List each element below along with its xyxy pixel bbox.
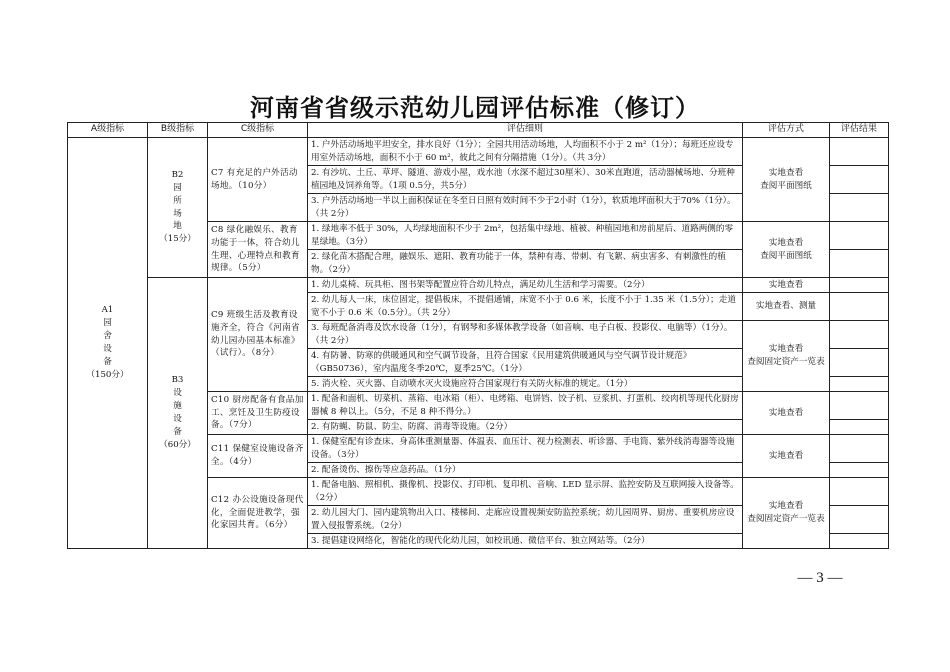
c8-method: 实地查看 查阅平面图纸 xyxy=(743,222,830,278)
result-cell[interactable] xyxy=(830,321,889,349)
result-cell[interactable] xyxy=(830,435,889,463)
c9-detail-3: 3. 每班配备消毒及饮水设备（1分），有钢琴和多媒体教学设备（如音响、电子白板、投影仪、电脑等）（1分）。（共 2分） xyxy=(308,321,743,349)
c8-detail-2: 2. 绿化苗木搭配合理，融娱乐、遮阳、教育功能于一体，禁种有毒、带刺、有飞絮、病虫害多、有刺激性的植物。（2分） xyxy=(308,250,743,278)
a1-cell: A1 园 舍 设 备 （150分） xyxy=(68,138,148,549)
c11-detail-2: 2. 配备烫伤、擦伤等应急药品。（1分） xyxy=(308,463,743,478)
c9-detail-5: 5. 消火栓、灭火器、自动喷水灭火设施应符合国家现行有关防火标准的规定。（1分） xyxy=(308,377,743,392)
c12-detail-2: 2. 幼儿园大门、园内建筑物出入口、楼梯间、走廊应设置视频安防监控系统；幼儿园周界、厨房、重要机房应设置入侵报警系统。（2分） xyxy=(308,506,743,534)
c12-detail-1: 1. 配备电脑、照相机、摄像机、投影仪、打印机、复印机、音响、LED 显示屏、监控安防及互联网接入设备等。（2分） xyxy=(308,478,743,506)
result-cell[interactable] xyxy=(830,349,889,377)
header-c-level: C级指标 xyxy=(208,123,308,138)
c9-method-1: 实地查看 xyxy=(743,278,830,293)
result-cell[interactable] xyxy=(830,138,889,166)
header-a-level: A级指标 xyxy=(68,123,148,138)
header-result: 评估结果 xyxy=(830,123,889,138)
c11-detail-1: 1. 保健室配有诊查床、身高体重测量器、体温表、血压计、视力检测表、听诊器、手电筒、紫外线消毒器等设施设备。（3分） xyxy=(308,435,743,463)
c8-label: C8 绿化融娱乐、教育功能于一体，符合幼儿生理、心理特点和教育规律。（5分） xyxy=(208,222,308,278)
c7-method: 实地查看 查阅平面图纸 xyxy=(743,138,830,222)
c10-detail-2: 2. 有防蝇、防鼠、防尘、防腐、消毒等设施。（2分） xyxy=(308,420,743,435)
c12-detail-3: 3. 提倡建设网络化，智能化的现代化幼儿园，如校讯通、微信平台、独立网站等。（2分） xyxy=(308,534,743,549)
result-cell[interactable] xyxy=(830,506,889,534)
result-cell[interactable] xyxy=(830,166,889,194)
c10-label: C10 厨房配备有食品加工、烹饪及卫生防疫设备。（7分） xyxy=(208,392,308,435)
result-cell[interactable] xyxy=(830,420,889,435)
result-cell[interactable] xyxy=(830,463,889,478)
result-cell[interactable] xyxy=(830,250,889,278)
page-title: 河南省省级示范幼儿园评估标准（修订） xyxy=(250,94,700,122)
header-method: 评估方式 xyxy=(743,123,830,138)
table-header-row xyxy=(68,123,889,138)
c9-detail-2: 2. 幼儿每人一床，床位固定，提倡板床，不提倡通铺，床宽不小于 0.6 米，长度不小于 1.35 米（1.5分）；走道宽不小于 0.6 米（0.5分）。（共 2分） xyxy=(308,293,743,321)
c8-detail-1: 1. 绿地率不低于 30%，人均绿地面积不少于 2m²，包括集中绿地、植被、种植园地和房前屋后、道路两侧的零星绿地。（3分） xyxy=(308,222,743,250)
b2-cell: B2 园 所 场 地 （15分） xyxy=(148,138,208,278)
header-details: 评估细则 xyxy=(308,123,743,138)
c10-detail-1: 1. 配备和面机、切菜机、蒸箱、电冰箱（柜）、电烤箱、电饼铛、饺子机、豆浆机、打蛋机、绞肉机等现代化厨房器械 8 种以上。（5分，不足 8 种不得分。） xyxy=(308,392,743,420)
table-row xyxy=(68,138,889,166)
c7-detail-2: 2. 有沙坑、土丘、草坪、隧道、游戏小屋，戏水池（水深不超过30厘米）、30米直跑道，活动器械场地、分班种植园地及饲养角等。（1项 0.5分，共5分） xyxy=(308,166,743,194)
result-cell[interactable] xyxy=(830,377,889,392)
result-cell[interactable] xyxy=(830,222,889,250)
c9-label: C9 班级生活及教育设施齐全，符合《河南省幼儿园办园基本标准》（试行）。（8分） xyxy=(208,278,308,392)
c12-method: 实地查看 查阅固定资产一览表 xyxy=(743,478,830,549)
page-number: — 3 — xyxy=(797,570,843,586)
c9-detail-1: 1. 幼儿桌椅、玩具柜、图书架等配置应符合幼儿特点，满足幼儿生活和学习需要。（2分） xyxy=(308,278,743,293)
c12-label: C12 办公设施设备现代化，全面促进教学，强化家园共育。（6分） xyxy=(208,478,308,549)
c11-method: 实地查看 xyxy=(743,435,830,478)
result-cell[interactable] xyxy=(830,478,889,506)
result-cell[interactable] xyxy=(830,194,889,222)
c9-detail-4: 4. 有防暑、防寒的供暖通风和空气调节设备，且符合国家《民用建筑供暖通风与空气调节设计规范》（GB50736），室内温度冬季20℃，夏季25℃。（1分） xyxy=(308,349,743,377)
result-cell[interactable] xyxy=(830,293,889,321)
c9-method-3: 实地查看 查阅固定资产一览表 xyxy=(743,321,830,392)
c9-method-2: 实地查看、测量 xyxy=(743,293,830,321)
result-cell[interactable] xyxy=(830,278,889,293)
evaluation-table xyxy=(67,122,889,549)
c11-label: C11 保健室设施设备齐全。（4分） xyxy=(208,435,308,478)
result-cell[interactable] xyxy=(830,534,889,549)
c10-method: 实地查看 xyxy=(743,392,830,435)
c7-detail-3: 3. 户外活动场地一半以上面积保证在冬至日日照有效时间不少于2小时（1分），软质地坪面积大于70%（1分）。（共 2分） xyxy=(308,194,743,222)
result-cell[interactable] xyxy=(830,392,889,420)
table-row xyxy=(68,278,889,293)
header-b-level: B级指标 xyxy=(148,123,208,138)
b3-cell: B3 设 施 设 备 （60分） xyxy=(148,278,208,549)
c7-detail-1: 1. 户外活动场地平坦安全，排水良好（1分）；全园共用活动场地，人均面积不小于 2 m²（1分）；每班还应设专用室外活动场地，面积不小于 60 m²，彼此之间有分隔措施（1分）。（共 3分） xyxy=(308,138,743,166)
c7-label: C7 有充足的户外活动场地。（10分） xyxy=(208,138,308,222)
